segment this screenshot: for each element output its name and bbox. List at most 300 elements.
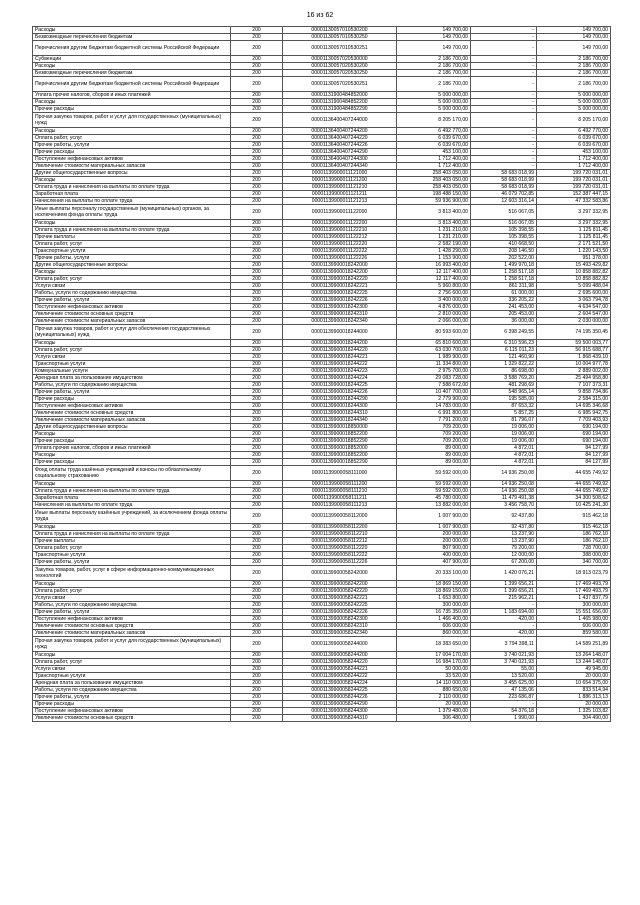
line-code-cell: 200 bbox=[231, 687, 283, 694]
executed-amount-cell: 46 079 702,85 bbox=[471, 191, 537, 198]
approved-amount-cell: 1 989 900,00 bbox=[397, 354, 471, 361]
unexecuted-amount-cell: 728 700,00 bbox=[537, 545, 611, 552]
approved-amount-cell: 1 712 400,00 bbox=[397, 163, 471, 170]
table-row bbox=[33, 77, 611, 92]
row-name-cell: Поступление нефинансовых активов bbox=[33, 616, 231, 623]
executed-amount-cell: 92 437,80 bbox=[471, 509, 537, 524]
row-name-cell: Транспортные услуги bbox=[33, 673, 231, 680]
classification-code-cell: 00001139900011122200 bbox=[283, 220, 397, 227]
classification-code-cell: 00001139900018242200 bbox=[283, 269, 397, 276]
approved-amount-cell: 6 039 670,00 bbox=[397, 142, 471, 149]
table-row bbox=[33, 410, 611, 417]
approved-amount-cell: 89 000,00 bbox=[397, 452, 471, 459]
line-code-cell: 200 bbox=[231, 701, 283, 708]
table-row bbox=[33, 488, 611, 495]
classification-code-cell: 00001139900058242225 bbox=[283, 602, 397, 609]
line-code-cell: 200 bbox=[231, 524, 283, 531]
row-name-cell: Прочие работы, услуги bbox=[33, 694, 231, 701]
executed-amount-cell: 205 453,00 bbox=[471, 311, 537, 318]
unexecuted-amount-cell: 149 700,00 bbox=[537, 27, 611, 34]
executed-amount-cell: - bbox=[471, 163, 537, 170]
classification-code-cell: 00001139900011121213 bbox=[283, 198, 397, 205]
executed-amount-cell: 19 006,00 bbox=[471, 424, 537, 431]
unexecuted-amount-cell: 3 063 794,78 bbox=[537, 297, 611, 304]
approved-amount-cell: 18 869 150,00 bbox=[397, 588, 471, 595]
line-code-cell: 200 bbox=[231, 347, 283, 354]
unexecuted-amount-cell: 453 100,00 bbox=[537, 149, 611, 156]
row-name-cell: Расходы bbox=[33, 220, 231, 227]
table-row bbox=[33, 431, 611, 438]
unexecuted-amount-cell: 47 332 583,86 bbox=[537, 198, 611, 205]
row-name-cell: Оплата труда и начисления на выплаты по оплате труда bbox=[33, 227, 231, 234]
table-row bbox=[33, 616, 611, 623]
table-row bbox=[33, 70, 611, 77]
approved-amount-cell: 1 007 900,00 bbox=[397, 524, 471, 531]
executed-amount-cell: 58 683 018,99 bbox=[471, 184, 537, 191]
executed-amount-cell: 4 872,01 bbox=[471, 459, 537, 466]
row-name-cell: Транспортные услуги bbox=[33, 552, 231, 559]
executed-amount-cell: 87 653,32 bbox=[471, 403, 537, 410]
unexecuted-amount-cell: 3 297 332,95 bbox=[537, 220, 611, 227]
approved-amount-cell: 880 650,00 bbox=[397, 687, 471, 694]
classification-code-cell: 00001139900011121000 bbox=[283, 170, 397, 177]
approved-amount-cell: 59 936 900,00 bbox=[397, 198, 471, 205]
row-name-cell: Работы, услуги по содержанию имущества bbox=[33, 602, 231, 609]
row-name-cell: Прочие расходы bbox=[33, 106, 231, 113]
row-name-cell: Прочие расходы bbox=[33, 438, 231, 445]
line-code-cell: 200 bbox=[231, 269, 283, 276]
unexecuted-amount-cell: 44 655 749,92 bbox=[537, 488, 611, 495]
table-row bbox=[33, 630, 611, 637]
classification-code-cell: 00001139900018852290 bbox=[283, 459, 397, 466]
line-code-cell: 200 bbox=[231, 34, 283, 41]
unexecuted-amount-cell: 690 194,00 bbox=[537, 431, 611, 438]
classification-code-cell: 00001136400407244200 bbox=[283, 128, 397, 135]
approved-amount-cell: 11 334 800,00 bbox=[397, 361, 471, 368]
approved-amount-cell: 709 200,00 bbox=[397, 431, 471, 438]
executed-amount-cell: 3 455 625,00 bbox=[471, 680, 537, 687]
executed-amount-cell: - bbox=[471, 701, 537, 708]
unexecuted-amount-cell: 2 186 700,00 bbox=[537, 77, 611, 92]
table-row bbox=[33, 297, 611, 304]
unexecuted-amount-cell: 6 985 942,75 bbox=[537, 410, 611, 417]
executed-amount-cell: 47 135,06 bbox=[471, 687, 537, 694]
executed-amount-cell: 1 499 970,18 bbox=[471, 262, 537, 269]
classification-code-cell: 00001139900011122220 bbox=[283, 241, 397, 248]
executed-amount-cell: - bbox=[471, 156, 537, 163]
line-code-cell: 200 bbox=[231, 156, 283, 163]
table-row bbox=[33, 255, 611, 262]
table-row bbox=[33, 666, 611, 673]
unexecuted-amount-cell: 15 493 429,82 bbox=[537, 262, 611, 269]
row-name-cell: Услуги связи bbox=[33, 283, 231, 290]
line-code-cell: 200 bbox=[231, 318, 283, 325]
executed-amount-cell: - bbox=[471, 149, 537, 156]
table-row bbox=[33, 417, 611, 424]
unexecuted-amount-cell: 18 913 023,79 bbox=[537, 566, 611, 581]
executed-amount-cell: 6 310 596,23 bbox=[471, 340, 537, 347]
unexecuted-amount-cell: 10 858 882,82 bbox=[537, 269, 611, 276]
executed-amount-cell: 1 399 656,21 bbox=[471, 588, 537, 595]
line-code-cell: 200 bbox=[231, 311, 283, 318]
classification-code-cell: 00001130057020530251 bbox=[283, 77, 397, 92]
executed-amount-cell: 105 398,55 bbox=[471, 234, 537, 241]
approved-amount-cell: 89 000,00 bbox=[397, 445, 471, 452]
unexecuted-amount-cell: 17 469 493,79 bbox=[537, 581, 611, 588]
line-code-cell: 200 bbox=[231, 368, 283, 375]
classification-code-cell: 00001139900018244200 bbox=[283, 340, 397, 347]
classification-code-cell: 00001130057010530200 bbox=[283, 27, 397, 34]
classification-code-cell: 00001139900018244225 bbox=[283, 382, 397, 389]
row-name-cell: Другие общегосударственные вопросы bbox=[33, 170, 231, 177]
classification-code-cell: 00001139900011121210 bbox=[283, 184, 397, 191]
unexecuted-amount-cell: 186 762,10 bbox=[537, 531, 611, 538]
line-code-cell: 200 bbox=[231, 241, 283, 248]
classification-code-cell: 00001136400407244220 bbox=[283, 135, 397, 142]
classification-code-cell: 00001139900058112210 bbox=[283, 531, 397, 538]
approved-amount-cell: 63 030 700,00 bbox=[397, 347, 471, 354]
executed-amount-cell: 1 258 517,18 bbox=[471, 276, 537, 283]
table-row bbox=[33, 459, 611, 466]
unexecuted-amount-cell: 10 004 977,78 bbox=[537, 361, 611, 368]
approved-amount-cell: 807 900,00 bbox=[397, 545, 471, 552]
row-name-cell: Арендная плата за пользование имуществом bbox=[33, 680, 231, 687]
line-code-cell: 200 bbox=[231, 488, 283, 495]
table-row bbox=[33, 673, 611, 680]
approved-amount-cell: 13 882 000,00 bbox=[397, 502, 471, 509]
line-code-cell: 200 bbox=[231, 389, 283, 396]
row-name-cell: Прочие работы, услуги bbox=[33, 609, 231, 616]
unexecuted-amount-cell: 84 127,99 bbox=[537, 452, 611, 459]
table-row bbox=[33, 92, 611, 99]
approved-amount-cell: 1 653 800,00 bbox=[397, 595, 471, 602]
unexecuted-amount-cell: 833 514,94 bbox=[537, 687, 611, 694]
table-row bbox=[33, 106, 611, 113]
line-code-cell: 200 bbox=[231, 128, 283, 135]
unexecuted-amount-cell: 17 469 493,79 bbox=[537, 588, 611, 595]
executed-amount-cell: 12 000,00 bbox=[471, 552, 537, 559]
executed-amount-cell: 1 329 822,22 bbox=[471, 361, 537, 368]
budget-table-body bbox=[33, 27, 611, 722]
unexecuted-amount-cell: 1 712 400,00 bbox=[537, 163, 611, 170]
classification-code-cell: 00001139900018242000 bbox=[283, 262, 397, 269]
line-code-cell: 200 bbox=[231, 545, 283, 552]
row-name-cell: Расходы bbox=[33, 524, 231, 531]
executed-amount-cell: 410 668,50 bbox=[471, 241, 537, 248]
executed-amount-cell: 92 437,80 bbox=[471, 524, 537, 531]
row-name-cell: Оплата труда и начисления на выплаты по оплате труда bbox=[33, 488, 231, 495]
line-code-cell: 200 bbox=[231, 92, 283, 99]
table-row bbox=[33, 325, 611, 340]
classification-code-cell: 00001139900058244224 bbox=[283, 680, 397, 687]
approved-amount-cell: 16 993 400,00 bbox=[397, 262, 471, 269]
line-code-cell: 200 bbox=[231, 715, 283, 722]
executed-amount-cell: - bbox=[471, 27, 537, 34]
row-name-cell: Субвенции bbox=[33, 56, 231, 63]
approved-amount-cell: 258 403 050,00 bbox=[397, 184, 471, 191]
row-name-cell: Оплата работ, услуг bbox=[33, 659, 231, 666]
unexecuted-amount-cell: 6 492 770,00 bbox=[537, 128, 611, 135]
approved-amount-cell: 709 200,00 bbox=[397, 438, 471, 445]
approved-amount-cell: 5 000 000,00 bbox=[397, 106, 471, 113]
unexecuted-amount-cell: 2 889 002,00 bbox=[537, 368, 611, 375]
table-row bbox=[33, 481, 611, 488]
row-name-cell: Перечисления другим бюджетам бюджетной системы Российской Федерации bbox=[33, 77, 231, 92]
row-name-cell: Транспортные услуги bbox=[33, 361, 231, 368]
classification-code-cell: 00001139900058111000 bbox=[283, 466, 397, 481]
classification-code-cell: 00001139900058111213 bbox=[283, 502, 397, 509]
classification-code-cell: 00001139900058242200 bbox=[283, 581, 397, 588]
unexecuted-amount-cell: 1 465 980,00 bbox=[537, 616, 611, 623]
unexecuted-amount-cell: 1 868 439,10 bbox=[537, 354, 611, 361]
row-name-cell: Расходы bbox=[33, 177, 231, 184]
line-code-cell: 200 bbox=[231, 113, 283, 128]
executed-amount-cell: 19 006,00 bbox=[471, 431, 537, 438]
line-code-cell: 200 bbox=[231, 27, 283, 34]
line-code-cell: 200 bbox=[231, 396, 283, 403]
executed-amount-cell: 548 965,14 bbox=[471, 389, 537, 396]
table-row bbox=[33, 445, 611, 452]
classification-code-cell: 00001139900058244222 bbox=[283, 673, 397, 680]
executed-amount-cell: 121 460,90 bbox=[471, 354, 537, 361]
row-name-cell: Прочие работы, услуги bbox=[33, 297, 231, 304]
unexecuted-amount-cell: 300 000,00 bbox=[537, 602, 611, 609]
row-name-cell: Оплата работ, услуг bbox=[33, 135, 231, 142]
classification-code-cell: 00001139900058111211 bbox=[283, 495, 397, 502]
classification-code-cell: 00001139900018850000 bbox=[283, 424, 397, 431]
approved-amount-cell: 2 186 700,00 bbox=[397, 70, 471, 77]
approved-amount-cell: 10 407 700,00 bbox=[397, 389, 471, 396]
table-row bbox=[33, 659, 611, 666]
approved-amount-cell: 149 700,00 bbox=[397, 27, 471, 34]
table-row bbox=[33, 354, 611, 361]
table-row bbox=[33, 452, 611, 459]
line-code-cell: 200 bbox=[231, 77, 283, 92]
table-row bbox=[33, 41, 611, 56]
unexecuted-amount-cell: 2 171 521,50 bbox=[537, 241, 611, 248]
table-row bbox=[33, 149, 611, 156]
table-row bbox=[33, 128, 611, 135]
table-row bbox=[33, 588, 611, 595]
classification-code-cell: 00001139900018244300 bbox=[283, 403, 397, 410]
page-number: 16 из 62 bbox=[306, 12, 334, 19]
classification-code-cell: 00001139900058111200 bbox=[283, 481, 397, 488]
unexecuted-amount-cell: 10 654 375,00 bbox=[537, 680, 611, 687]
line-code-cell: 200 bbox=[231, 431, 283, 438]
row-name-cell: Увеличение стоимости основных средств bbox=[33, 715, 231, 722]
row-name-cell: Оплата труда и начисления на выплаты по оплате труда bbox=[33, 184, 231, 191]
executed-amount-cell: 13 237,90 bbox=[471, 531, 537, 538]
table-row bbox=[33, 220, 611, 227]
table-row bbox=[33, 602, 611, 609]
table-row bbox=[33, 142, 611, 149]
unexecuted-amount-cell: 152 387 447,15 bbox=[537, 191, 611, 198]
row-name-cell: Транспортные услуги bbox=[33, 248, 231, 255]
approved-amount-cell: 65 810 600,00 bbox=[397, 340, 471, 347]
approved-amount-cell: 5 000 000,00 bbox=[397, 99, 471, 106]
approved-amount-cell: 200 000,00 bbox=[397, 538, 471, 545]
line-code-cell: 200 bbox=[231, 340, 283, 347]
classification-code-cell: 00001130057020530000 bbox=[283, 56, 397, 63]
table-row bbox=[33, 113, 611, 128]
row-name-cell: Расходы bbox=[33, 128, 231, 135]
row-name-cell: Увеличение стоимости материальных запасов bbox=[33, 163, 231, 170]
unexecuted-amount-cell: 13 264 148,07 bbox=[537, 652, 611, 659]
row-name-cell: Расходы bbox=[33, 63, 231, 70]
row-name-cell: Начисления на выплаты по оплате труда bbox=[33, 502, 231, 509]
row-name-cell: Закупка товаров, работ, услуг в сфере информационно-коммуникационных технологий bbox=[33, 566, 231, 581]
executed-amount-cell: 55,00 bbox=[471, 666, 537, 673]
approved-amount-cell: 20 333 100,00 bbox=[397, 566, 471, 581]
classification-code-cell: 00001139900058242310 bbox=[283, 623, 397, 630]
row-name-cell: Оплата работ, услуг bbox=[33, 276, 231, 283]
table-row bbox=[33, 424, 611, 431]
approved-amount-cell: 149 700,00 bbox=[397, 34, 471, 41]
classification-code-cell: 00001139900058112222 bbox=[283, 552, 397, 559]
row-name-cell: Оплата работ, услуг bbox=[33, 241, 231, 248]
row-name-cell: Расходы bbox=[33, 269, 231, 276]
table-row bbox=[33, 495, 611, 502]
line-code-cell: 200 bbox=[231, 502, 283, 509]
executed-amount-cell: - bbox=[471, 56, 537, 63]
approved-amount-cell: 3 813 400,00 bbox=[397, 205, 471, 220]
classification-code-cell: 00001131900484852290 bbox=[283, 106, 397, 113]
row-name-cell: Поступление нефинансовых активов bbox=[33, 156, 231, 163]
line-code-cell: 200 bbox=[231, 297, 283, 304]
approved-amount-cell: 16 984 170,00 bbox=[397, 659, 471, 666]
executed-amount-cell: - bbox=[471, 135, 537, 142]
table-row bbox=[33, 347, 611, 354]
table-row bbox=[33, 502, 611, 509]
executed-amount-cell: 58 683 018,99 bbox=[471, 177, 537, 184]
line-code-cell: 200 bbox=[231, 255, 283, 262]
unexecuted-amount-cell: 14 589 251,89 bbox=[537, 637, 611, 652]
unexecuted-amount-cell: 199 720 031,01 bbox=[537, 184, 611, 191]
approved-amount-cell: 14 110 000,00 bbox=[397, 680, 471, 687]
line-code-cell: 200 bbox=[231, 673, 283, 680]
approved-amount-cell: 59 592 000,00 bbox=[397, 481, 471, 488]
row-name-cell: Оплата труда и начисления на выплаты по оплате труда bbox=[33, 531, 231, 538]
row-name-cell: Иные выплаты персоналу государственных (муниципальных) органов, за исключением фонда оплаты труда bbox=[33, 205, 231, 220]
approved-amount-cell: 14 783 000,00 bbox=[397, 403, 471, 410]
line-code-cell: 200 bbox=[231, 680, 283, 687]
executed-amount-cell: 67 200,00 bbox=[471, 559, 537, 566]
classification-code-cell: 00001139900058244221 bbox=[283, 666, 397, 673]
row-name-cell: Перечисления другим бюджетам бюджетной системы Российской Федерации bbox=[33, 41, 231, 56]
executed-amount-cell: 1 183 694,00 bbox=[471, 609, 537, 616]
line-code-cell: 200 bbox=[231, 708, 283, 715]
line-code-cell: 200 bbox=[231, 616, 283, 623]
approved-amount-cell: 6 039 670,00 bbox=[397, 135, 471, 142]
classification-code-cell: 00001139900018852290 bbox=[283, 438, 397, 445]
classification-code-cell: 00001139900011121200 bbox=[283, 177, 397, 184]
row-name-cell: Заработная плата bbox=[33, 495, 231, 502]
line-code-cell: 200 bbox=[231, 595, 283, 602]
unexecuted-amount-cell: 186 762,10 bbox=[537, 538, 611, 545]
row-name-cell: Коммунальные услуги bbox=[33, 368, 231, 375]
classification-code-cell: 00001139900058111210 bbox=[283, 488, 397, 495]
executed-amount-cell: 1 990,00 bbox=[471, 715, 537, 722]
classification-code-cell: 00001139900058112200 bbox=[283, 524, 397, 531]
classification-code-cell: 00001139900058112220 bbox=[283, 545, 397, 552]
unexecuted-amount-cell: 2 186 700,00 bbox=[537, 63, 611, 70]
classification-code-cell: 00001130057010530251 bbox=[283, 41, 397, 56]
row-name-cell: Безвозмездные перечисления бюджетам bbox=[33, 34, 231, 41]
executed-amount-cell: 215 962,21 bbox=[471, 595, 537, 602]
executed-amount-cell: 420,00 bbox=[471, 616, 537, 623]
table-row bbox=[33, 538, 611, 545]
table-row bbox=[33, 198, 611, 205]
table-row bbox=[33, 715, 611, 722]
row-name-cell: Увеличение стоимости основных средств bbox=[33, 623, 231, 630]
line-code-cell: 200 bbox=[231, 623, 283, 630]
line-code-cell: 200 bbox=[231, 602, 283, 609]
approved-amount-cell: 45 780 000,00 bbox=[397, 495, 471, 502]
executed-amount-cell: - bbox=[471, 77, 537, 92]
executed-amount-cell: - bbox=[471, 63, 537, 70]
table-row bbox=[33, 304, 611, 311]
classification-code-cell: 00001139900058112226 bbox=[283, 559, 397, 566]
row-name-cell: Прочие расходы bbox=[33, 396, 231, 403]
unexecuted-amount-cell: 7 107 373,31 bbox=[537, 382, 611, 389]
approved-amount-cell: 1 712 400,00 bbox=[397, 156, 471, 163]
line-code-cell: 200 bbox=[231, 56, 283, 63]
approved-amount-cell: 407 900,00 bbox=[397, 559, 471, 566]
line-code-cell: 200 bbox=[231, 354, 283, 361]
table-row bbox=[33, 276, 611, 283]
approved-amount-cell: 18 869 150,00 bbox=[397, 581, 471, 588]
classification-code-cell: 00001139900018242300 bbox=[283, 304, 397, 311]
line-code-cell: 200 bbox=[231, 99, 283, 106]
line-code-cell: 200 bbox=[231, 438, 283, 445]
executed-amount-cell: - bbox=[471, 70, 537, 77]
approved-amount-cell: 1 428 290,00 bbox=[397, 248, 471, 255]
approved-amount-cell: 149 700,00 bbox=[397, 41, 471, 56]
unexecuted-amount-cell: 1 220 143,50 bbox=[537, 248, 611, 255]
row-name-cell: Увеличение стоимости материальных запасов bbox=[33, 630, 231, 637]
row-name-cell: Заработная плата bbox=[33, 191, 231, 198]
unexecuted-amount-cell: 1 325 103,82 bbox=[537, 708, 611, 715]
row-name-cell: Уплата прочих налогов, сборов и иных платежей bbox=[33, 92, 231, 99]
line-code-cell: 200 bbox=[231, 637, 283, 652]
approved-amount-cell: 5 000 000,00 bbox=[397, 92, 471, 99]
row-name-cell: Поступление нефинансовых активов bbox=[33, 708, 231, 715]
line-code-cell: 200 bbox=[231, 424, 283, 431]
table-row bbox=[33, 56, 611, 63]
unexecuted-amount-cell: 1 437 837,79 bbox=[537, 595, 611, 602]
line-code-cell: 200 bbox=[231, 559, 283, 566]
executed-amount-cell: 5 857,25 bbox=[471, 410, 537, 417]
table-row bbox=[33, 27, 611, 34]
table-row bbox=[33, 438, 611, 445]
line-code-cell: 200 bbox=[231, 666, 283, 673]
unexecuted-amount-cell: 8 205 170,00 bbox=[537, 113, 611, 128]
row-name-cell: Увеличение стоимости основных средств bbox=[33, 311, 231, 318]
executed-amount-cell: 223 686,87 bbox=[471, 694, 537, 701]
row-name-cell: Прочие работы, услуги bbox=[33, 255, 231, 262]
table-row bbox=[33, 680, 611, 687]
executed-amount-cell: 241 453,00 bbox=[471, 304, 537, 311]
unexecuted-amount-cell: 84 127,99 bbox=[537, 445, 611, 452]
unexecuted-amount-cell: 56 915 688,77 bbox=[537, 347, 611, 354]
row-name-cell: Прочая закупка товаров, работ и услуг для государственных (муниципальных) нужд bbox=[33, 637, 231, 652]
line-code-cell: 200 bbox=[231, 361, 283, 368]
table-row bbox=[33, 581, 611, 588]
line-code-cell: 200 bbox=[231, 509, 283, 524]
executed-amount-cell: - bbox=[471, 142, 537, 149]
approved-amount-cell: 50 000,00 bbox=[397, 666, 471, 673]
row-name-cell: Прочая закупка товаров, работ и услуг для обеспечения государственных (муниципальных) нужд bbox=[33, 325, 231, 340]
